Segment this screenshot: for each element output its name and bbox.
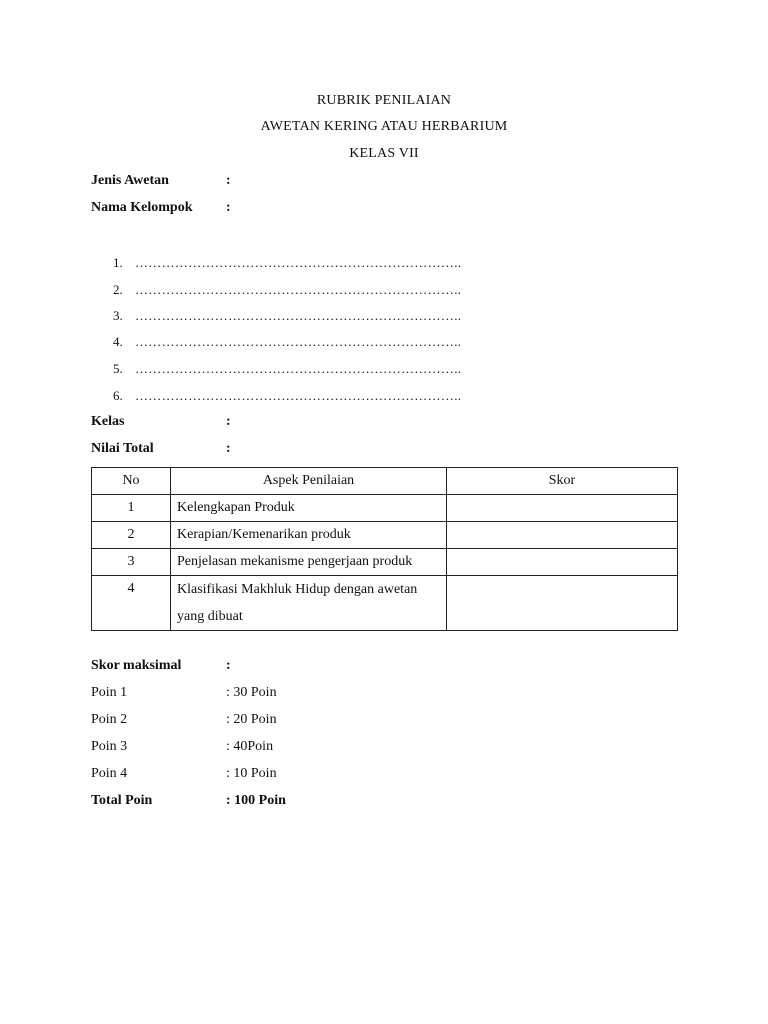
row-aspek: Penjelasan mekanisme pengerjaan produk <box>171 549 447 576</box>
row-no: 4 <box>92 576 171 631</box>
document-subtitle: AWETAN KERING ATAU HERBARIUM <box>260 119 508 134</box>
row-no: 2 <box>92 522 171 549</box>
member-blank: ……………………………………………………………….. <box>135 361 462 376</box>
member-blank: ……………………………………………………………….. <box>135 388 462 403</box>
skor-maksimal-label: Skor maksimal <box>91 658 182 673</box>
row-aspek: Kelengkapan Produk <box>171 495 447 522</box>
member-line-5 <box>113 361 461 377</box>
poin-1-value: : 30 Poin <box>226 685 277 700</box>
row-skor-cell[interactable] <box>447 549 678 576</box>
table-header-row <box>92 468 678 495</box>
member-blank: ……………………………………………………………….. <box>135 282 462 297</box>
nama-kelompok-colon: : <box>226 200 231 215</box>
poin-4-value: : 10 Poin <box>226 766 277 781</box>
table-row <box>92 549 678 576</box>
poin-2-label: Poin 2 <box>91 712 128 727</box>
kelas-colon: : <box>226 414 231 429</box>
member-blank: ……………………………………………………………….. <box>135 255 462 270</box>
member-number: 4. <box>113 334 123 349</box>
row-no: 3 <box>92 549 171 576</box>
poin-1-label: Poin 1 <box>91 685 128 700</box>
poin-3-value: : 40Poin <box>226 739 274 754</box>
member-line-4 <box>113 334 461 350</box>
jenis-awetan-label: Jenis Awetan <box>91 173 169 188</box>
member-line-1 <box>113 255 461 271</box>
member-line-6 <box>113 388 461 404</box>
class-title: KELAS VII <box>349 146 419 161</box>
kelas-label: Kelas <box>91 414 125 429</box>
nilai-total-colon: : <box>226 441 231 456</box>
member-line-3 <box>113 308 461 324</box>
member-number: 2. <box>113 282 123 297</box>
rubric-table <box>91 467 678 631</box>
row-aspek: Kerapian/Kemenarikan produk <box>171 522 447 549</box>
nama-kelompok-label: Nama Kelompok <box>91 200 193 215</box>
poin-2-value: : 20 Poin <box>226 712 277 727</box>
member-blank: ……………………………………………………………….. <box>135 334 462 349</box>
total-poin-label: Total Poin <box>91 793 153 808</box>
row-skor-cell[interactable] <box>447 495 678 522</box>
header-no: No <box>92 468 171 495</box>
member-number: 3. <box>113 308 123 323</box>
poin-4-label: Poin 4 <box>91 766 128 781</box>
header-aspek: Aspek Penilaian <box>171 468 447 495</box>
table-row <box>92 576 678 631</box>
nilai-total-label: Nilai Total <box>91 441 154 456</box>
member-number: 1. <box>113 255 123 270</box>
table-row <box>92 522 678 549</box>
total-poin-value: : 100 Poin <box>226 793 286 808</box>
member-line-2 <box>113 282 461 298</box>
table-row <box>92 495 678 522</box>
document-title: RUBRIK PENILAIAN <box>316 93 452 108</box>
row-skor-cell[interactable] <box>447 576 678 631</box>
row-aspek-line: yang dibuat <box>177 609 243 624</box>
member-number: 6. <box>113 388 123 403</box>
member-blank: ……………………………………………………………….. <box>135 308 462 323</box>
jenis-awetan-colon: : <box>226 173 231 188</box>
row-no: 1 <box>92 495 171 522</box>
header-skor: Skor <box>447 468 678 495</box>
row-skor-cell[interactable] <box>447 522 678 549</box>
skor-maksimal-value: : <box>226 658 231 673</box>
row-aspek-line: Klasifikasi Makhluk Hidup dengan awetan <box>177 582 418 597</box>
poin-3-label: Poin 3 <box>91 739 128 754</box>
row-aspek <box>171 576 447 631</box>
member-number: 5. <box>113 361 123 376</box>
